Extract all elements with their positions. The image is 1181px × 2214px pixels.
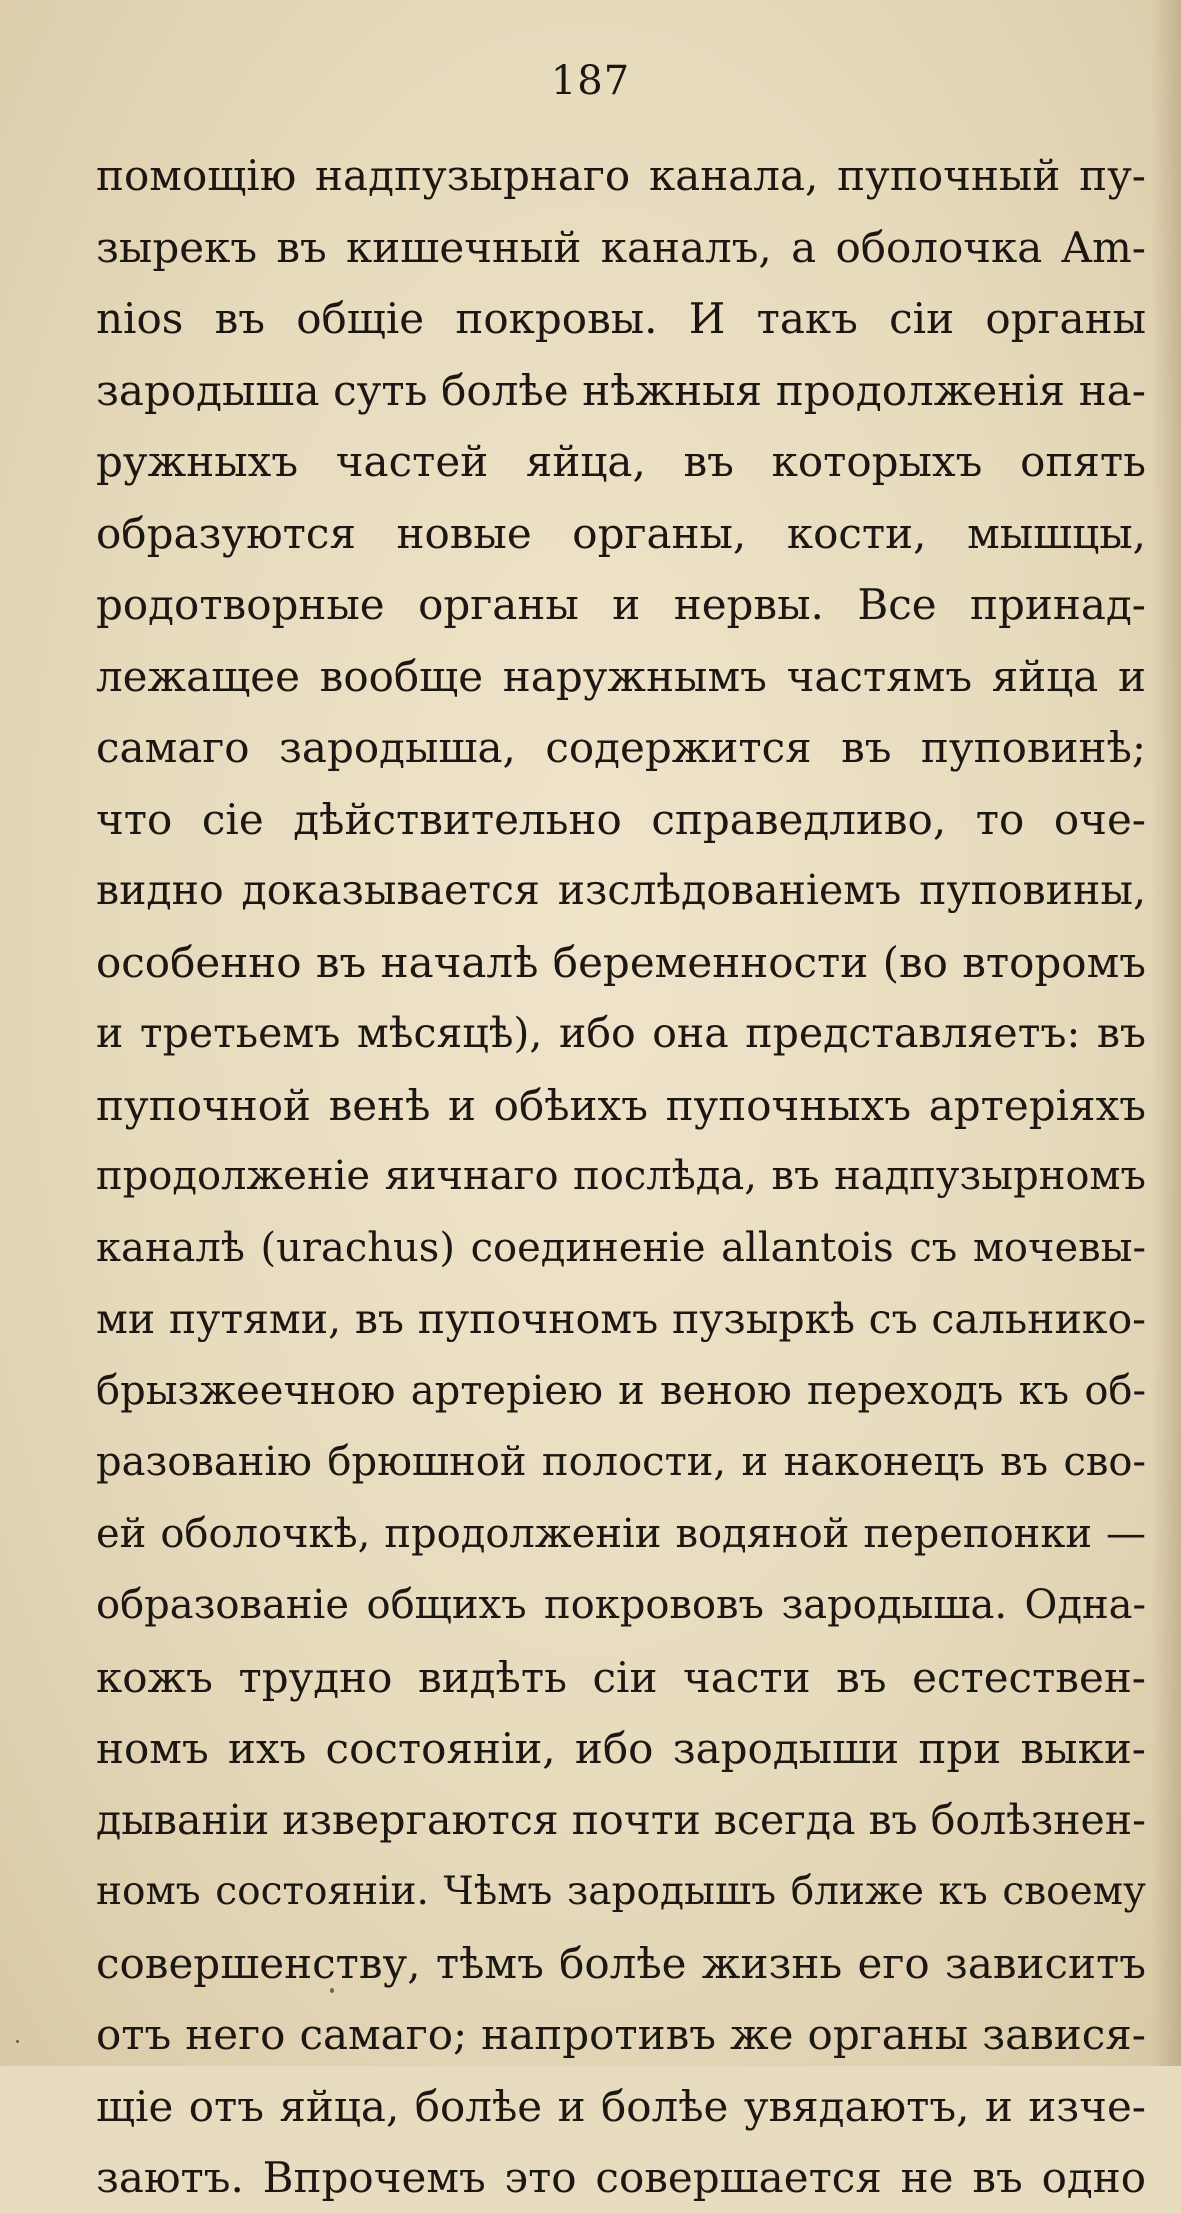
text-line: заютъ. Впрочемъ это совершается не въ одно — [96, 2153, 1146, 2202]
text-line: лежащее вообще наружнымъ частямъ яйца и — [96, 651, 1146, 701]
text-line: номъ состояніи. Чѣмъ зародышъ ближе къ своему — [96, 1869, 1146, 1914]
text-line: самаго зародыша, содержится въ пуповинѣ; — [96, 723, 1146, 772]
text-line: разованію брюшной полости, и наконецъ въ сво- — [96, 1439, 1146, 1485]
text-line: брызжеечною артеріею и веною переходъ къ об- — [96, 1367, 1146, 1414]
text-line: продолженіе яичнаго послѣда, въ надпузырномъ — [96, 1153, 1146, 1199]
text-line: ми путями, въ пупочномъ пузыркѣ съ сальнико- — [96, 1295, 1146, 1343]
page-number: 187 — [550, 58, 631, 104]
text-line: ружныхъ частей яйца, въ которыхъ опять — [96, 437, 1146, 486]
text-line: щіе отъ яйца, болѣе и болѣе увядаютъ, и изче- — [96, 2081, 1146, 2131]
text-line: дываніи извергаются почти всегда въ болѣзнен- — [96, 1795, 1146, 1844]
text-line: помощію надпузырнаго канала, пупочный пу- — [96, 151, 1146, 200]
text-line: зырекъ въ кишечный каналъ, а оболочка Am- — [96, 222, 1146, 272]
text-line: что сіе дѣйствительно справедливо, то оче- — [96, 794, 1146, 844]
text-line: видно доказывается изслѣдованіемъ пуповины, — [96, 866, 1146, 914]
text-line: совершенству, тѣмъ болѣе жизнь его зависитъ — [96, 1938, 1146, 1988]
page-edge-shadow — [1151, 0, 1181, 2066]
ink-speck — [330, 1988, 334, 1993]
text-line: образованіе общихъ покрововъ зародыша. Одна- — [96, 1582, 1146, 1628]
body-text — [96, 140, 1146, 2214]
text-line: кожъ трудно видѣть сіи части въ естествен- — [96, 1652, 1146, 1702]
text-line: зародыша суть болѣе нѣжныя продолженія на- — [96, 365, 1146, 415]
text-line: ей оболочкѣ, продолженіи водяной перепонки — — [96, 1510, 1146, 1557]
text-line: номъ ихъ состояніи, ибо зародыши при выки- — [96, 1724, 1146, 1773]
ink-speck — [16, 2040, 19, 2043]
text-line: отъ него самаго; напротивъ же органы завися- — [96, 2010, 1146, 2059]
text-line: nios въ общіе покровы. И такъ сіи органы — [96, 294, 1146, 343]
text-line: пупочной венѣ и обѣихъ пупочныхъ артеріяхъ — [96, 1080, 1146, 1130]
text-line: и третьемъ мѣсяцѣ), ибо она представляетъ: въ — [96, 1009, 1146, 1057]
text-line: каналѣ (urachus) соединеніе allantois съ мочевы- — [96, 1224, 1146, 1271]
text-line: особенно въ началѣ беременности (во второмъ — [96, 937, 1146, 987]
text-line: родотворные органы и нервы. Все принад- — [96, 580, 1146, 629]
text-line: образуются новые органы, кости, мышцы, — [96, 508, 1146, 558]
